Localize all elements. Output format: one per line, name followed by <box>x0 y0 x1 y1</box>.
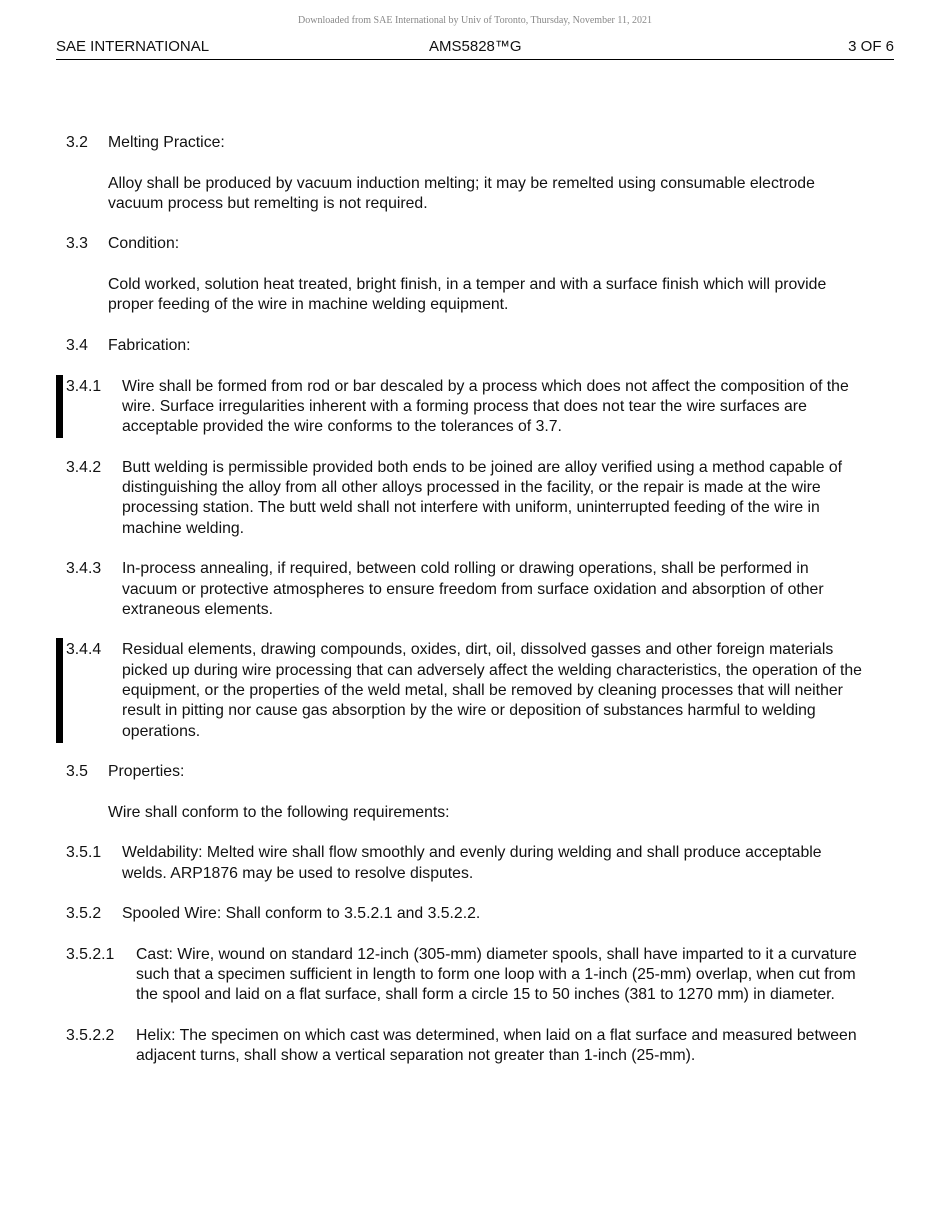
header-organization: SAE INTERNATIONAL <box>56 38 210 55</box>
section-number: 3.3 <box>66 235 88 253</box>
section-text: In-process annealing, if required, between cold rolling or drawing operations, shall be performed in vacuum or protective atmospheres to ensure freedom from surface oxidation and absorption of other extraneous elements. <box>122 560 824 618</box>
section-title: Condition: <box>108 235 180 253</box>
section-text: Cast: Wire, wound on standard 12-inch (305-mm) diameter spools, shall have imparted to it a curvature such that a specimen sufficient in length to form one loop with a 1-inch (25-mm) overlap, when cut from the spool and laid on a flat surface, shall form a circle 15 to 50 inches (381 to 1270 mm) in diameter. <box>136 945 857 1004</box>
section-3-5-2 <box>66 904 866 924</box>
section-number: 3.5.2.2 <box>66 1027 115 1045</box>
download-watermark: Downloaded from SAE International by Univ of Toronto, Thursday, November 11, 2021 <box>298 15 652 26</box>
section-number: 3.5.2 <box>66 905 102 923</box>
section-number: 3.5 <box>66 763 88 781</box>
section-text: Helix: The specimen on which cast was determined, when laid on a flat surface and measured between adjacent turns, shall show a vertical separation not greater than 1-inch (25-mm). <box>136 1027 857 1065</box>
section-3-2 <box>66 133 866 153</box>
section-3-3 <box>66 234 866 254</box>
section-number: 3.4 <box>66 336 88 354</box>
page-header <box>56 38 894 60</box>
paragraph-3-5: Wire shall conform to the following requirements: <box>108 803 450 821</box>
section-text: Butt welding is permissible provided both ends to be joined are alloy verified using a method capable of distinguishing the alloy from all other alloys processed in the facility, or the repair is made at the wire processing station. The butt weld shall not interfere with uniform, uninterrupted feeding of the wire in machine welding. <box>122 458 843 537</box>
section-text: Spooled Wire: Shall conform to 3.5.2.1 and 3.5.2.2. <box>122 905 481 923</box>
header-document-number: AMS5828™G <box>429 38 522 55</box>
header-page-number: 3 OF 6 <box>848 38 894 55</box>
section-3-4-2 <box>66 458 866 539</box>
section-3-4-4 <box>66 640 866 741</box>
section-number: 3.4.3 <box>66 560 102 578</box>
section-title: Melting Practice: <box>108 134 225 151</box>
section-3-5-2-2 <box>66 1026 866 1067</box>
section-3-4-1 <box>66 377 866 438</box>
section-number: 3.4.2 <box>66 458 102 476</box>
paragraph-3-3: Cold worked, solution heat treated, bright finish, in a temper and with a surface finish which will provide proper feeding of the wire in machine welding equipment. <box>108 276 827 314</box>
section-3-5-1 <box>66 843 866 884</box>
section-text: Weldability: Melted wire shall flow smoothly and evenly during welding and shall produce acceptable welds. ARP1876 may be used to resolve disputes. <box>122 844 822 882</box>
section-title: Properties: <box>108 763 185 781</box>
section-3-5-2-1 <box>66 945 866 1006</box>
paragraph-3-2: Alloy shall be produced by vacuum induction melting; it may be remelted using consumable electrode vacuum process but remelting is not required. <box>108 174 815 212</box>
revision-change-bar <box>56 375 63 439</box>
revision-change-bar <box>56 638 63 742</box>
section-3-5 <box>66 762 866 782</box>
section-number: 3.5.2.1 <box>66 945 115 963</box>
section-number: 3.4.1 <box>66 377 102 395</box>
section-title: Fabrication: <box>108 336 191 354</box>
section-3-4-3 <box>66 559 866 620</box>
document-body <box>66 133 866 1087</box>
section-text: Wire shall be formed from rod or bar descaled by a process which does not affect the composition of the wire. Surface irregularities inherent with a forming process that does not tear the wire surfaces are acceptable provided the wire conforms to the tolerances of 3.7. <box>122 377 849 436</box>
section-number: 3.5.1 <box>66 844 102 862</box>
section-number: 3.4.4 <box>66 641 102 659</box>
section-3-4 <box>66 336 866 356</box>
section-text: Residual elements, drawing compounds, oxides, dirt, oil, dissolved gasses and other foreign materials picked up during wire processing that can adversely affect the welding characteristics, the operation of the equipment, or the properties of the weld metal, shall be removed by cleaning processes that will neither result in pitting nor cause gas absorption by the wire or deposition of substances harmful to welding operations. <box>122 641 862 740</box>
section-number: 3.2 <box>66 134 88 151</box>
